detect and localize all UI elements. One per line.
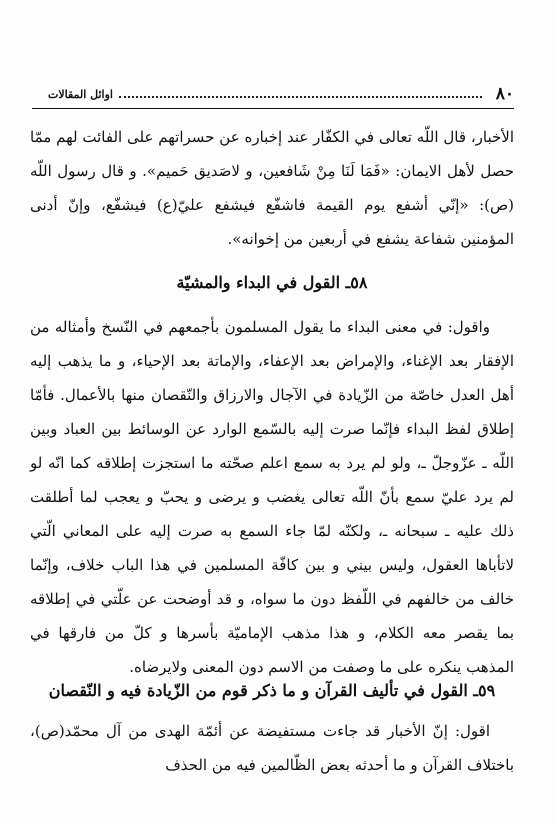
section-58-body xyxy=(30,310,514,684)
section-59-heading: ٥٩ـ القول في تأليف القرآن و ما ذكر قوم من الزّيادة فيه و النّقصان xyxy=(48,681,496,700)
header-dot-leader xyxy=(119,90,482,98)
page-header xyxy=(48,82,514,106)
intro-paragraph: الأخبار، قال اللّه تعالى في الكفّار عند إخباره عن حسراتهم على الفائت لهم ممّا حصل لأهل الايمان: «فَمَا لَنَا مِنْ شَافعين، و لاصَديق حَميم». و قال رسول اللّه (ص): «إنّي أشفع يوم القيمة فاشفّع فيشفع عليّ(ع) فيشفّع، وإنّ أدنى المؤمنين شفاعة يشفع في أربعين من إخوانه». xyxy=(30,128,514,248)
page-number: ٨٠ xyxy=(495,84,514,104)
section-58-text: واقول: في معنى البداء ما يقول المسلمون بأجمعهم في النّسخ وأمثاله من الإفقار بعد الإغناء، والإمراض بعد الإعفاء، والإماتة بعد الإحياء، و ما يذهب إليه أهل العدل خاصّة من الزّيادة في الآجال والارزاق والنّقصان منها بالأعمال. فأمّا إطلاق لفظ البداء فإنّما صرت إليه بالسّمع الوارد عن الوسائط بين العباد وبين اللّه ـ عزّوجلّ ـ، ولو لم يرد به سمع اعلم صحّته ما استجزت إطلاقه كما انّه لو لم يرد عليّ سمع بأنّ اللّه تعالى يغضب و يرضى و يحبّ و يعجب لما أطلقت ذلك عليه ـ سبحانه ـ، ولكنّه لمّا جاء السمع به صرت إليه على المعاني الّتي لاتأباها العقول، وليس بيني و بين كافّة المسلمين في هذا الباب خلاف، وإنّما خالف من خالفهم في اللّفظ دون ما سواه، و قد أوضحت عن علّتي في إطلاقه بما يقصر معه الكلام، و هذا مذهب الإماميّة بأسرها و كلّ من فارقها في المذهب ينكره على ما وصفت من الاسم دون المعنى ولايرضاه. xyxy=(30,318,514,676)
section-59-body xyxy=(30,714,514,782)
header-rule xyxy=(32,108,514,109)
section-59-text: اقول: إنّ الأخبار قد جاءت مستفيضة عن أئمّة الهدى من آل محمّد(ص)، باختلاف القرآن و ما أحدثه بعض الظّالمين فيه من الحذف xyxy=(30,722,514,774)
running-title: اوائل المقالات xyxy=(48,87,113,101)
section-58-heading: ٥٨ـ القول في البداء والمشيّة xyxy=(176,273,368,292)
